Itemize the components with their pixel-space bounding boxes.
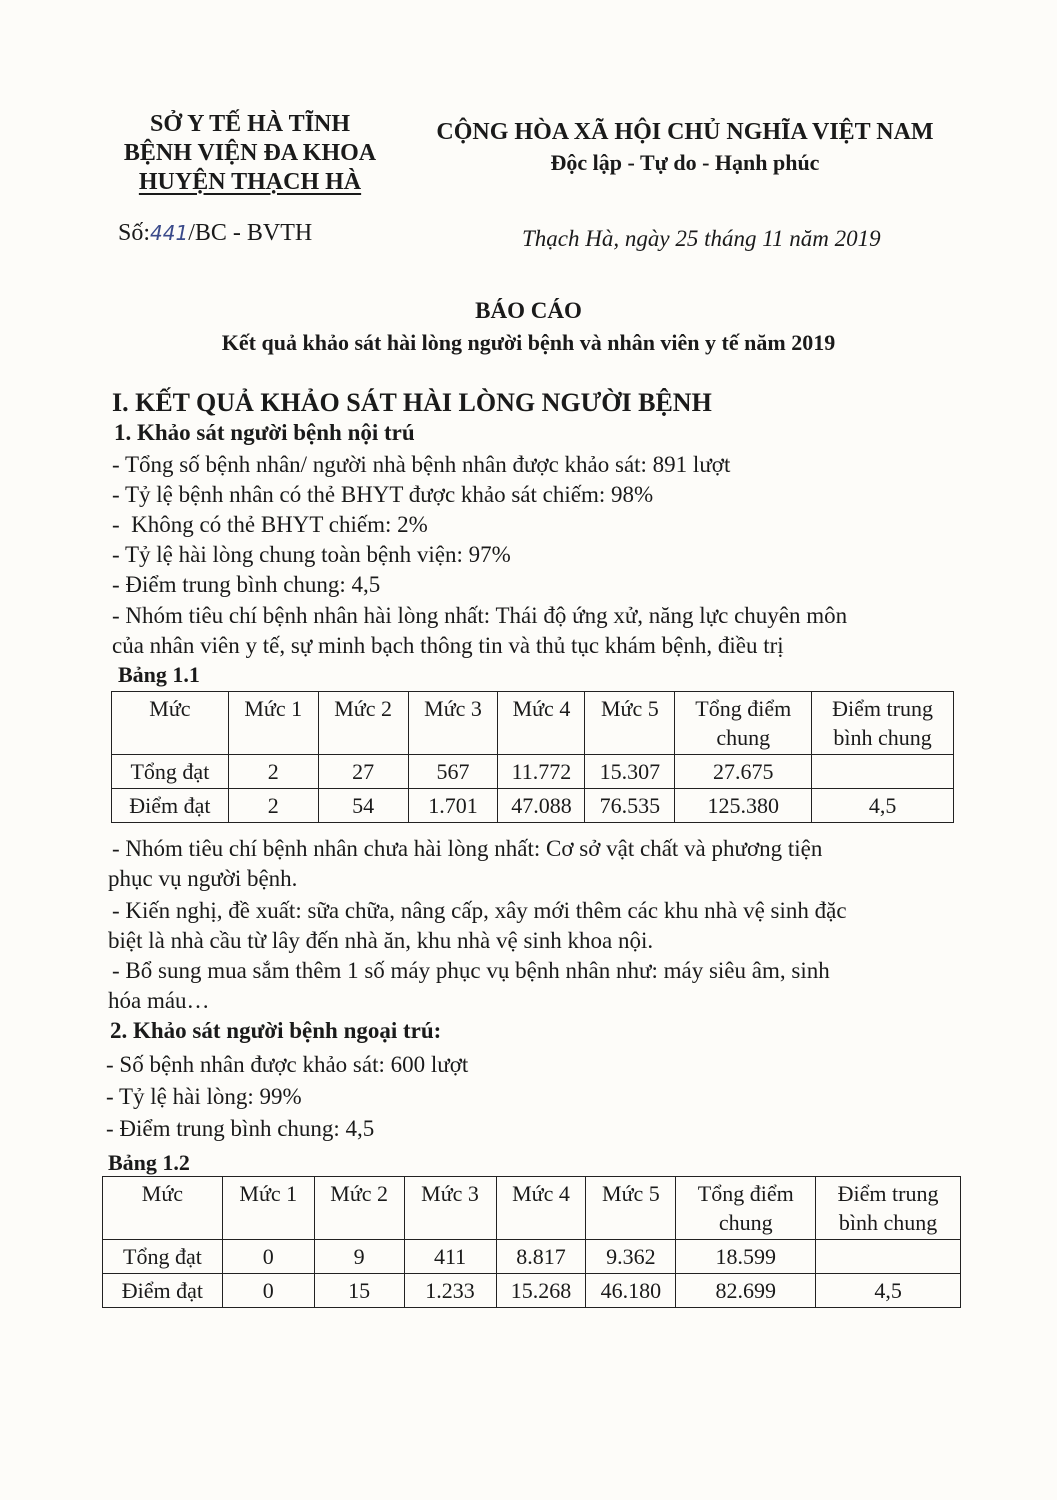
inpatient-table [111,691,954,823]
outpatient-line: - Tỷ lệ hài lòng: 99% [106,1084,302,1109]
national-motto: Độc lập - Tự do - Hạnh phúc [550,150,820,175]
table-cell: 15 [314,1274,404,1308]
header-cell: Mức [103,1177,223,1240]
table-cell: 27.675 [675,755,812,789]
header-cell: Mức 3 [408,692,498,755]
table-cell: 4,5 [812,789,954,823]
national-heading [405,116,965,178]
table-cell: 567 [408,755,498,789]
header-cell: Mức 4 [496,1177,586,1240]
table-cell: 4,5 [816,1274,961,1308]
table-cell: 82.699 [676,1274,816,1308]
header-cell: Mức 5 [586,1177,676,1240]
header-cell: Mức 3 [404,1177,496,1240]
header-cell: Tổng điểm chung [676,1177,816,1240]
inpatient-note: - Kiến nghị, đề xuất: sữa chữa, nâng cấp, xây mới thêm các khu nhà vệ sinh đặc [112,898,847,923]
section-heading: I. KẾT QUẢ KHẢO SÁT HÀI LÒNG NGƯỜI BỆNH [112,388,712,417]
table-cell: 27 [318,755,408,789]
header-cell: Điểm trung bình chung [816,1177,961,1240]
inpatient-line: - Tỷ lệ bệnh nhân có thẻ BHYT được khảo sát chiếm: 98% [112,482,654,507]
table-cell: 8.817 [496,1240,586,1274]
inpatient-heading: 1. Khảo sát người bệnh nội trú [114,420,415,445]
org-line-3: HUYỆN THẠCH HÀ [138,169,362,195]
document-date: Thạch Hà, ngày 25 tháng 11 năm 2019 [522,226,881,251]
table-row [103,1274,961,1308]
table-cell: Điểm đạt [112,789,229,823]
header-cell: Mức 2 [318,692,408,755]
table-header-row [112,692,954,755]
table-header-row [103,1177,961,1240]
report-title: BÁO CÁO [475,298,582,323]
header-cell: Mức 2 [314,1177,404,1240]
table-cell: 411 [404,1240,496,1274]
table-cell: 46.180 [586,1274,676,1308]
table-cell: 1.701 [408,789,498,823]
table-1-2-label: Bảng 1.2 [108,1150,190,1175]
outpatient-line: - Số bệnh nhân được khảo sát: 600 lượt [106,1052,469,1077]
header-cell: Mức 1 [228,692,318,755]
header-cell: Mức 5 [585,692,675,755]
header-cell: Mức 4 [498,692,585,755]
table-cell: 0 [222,1274,314,1308]
table-cell [816,1240,961,1274]
table-cell: Điểm đạt [103,1274,223,1308]
table-cell: 15.307 [585,755,675,789]
inpatient-line: - Điểm trung bình chung: 4,5 [112,572,381,597]
outpatient-table [102,1176,961,1308]
table-cell: 54 [318,789,408,823]
table-row [112,755,954,789]
inpatient-note: phục vụ người bệnh. [108,866,298,891]
header-cell: Điểm trung bình chung [812,692,954,755]
number-suffix: /BC - BVTH [188,220,313,246]
report-subtitle: Kết quả khảo sát hài lòng người bệnh và nhân viên y tế năm 2019 [221,330,836,355]
table-row [112,789,954,823]
inpatient-line: - Tổng số bệnh nhân/ người nhà bệnh nhân được khảo sát: 891 lượt [112,452,731,477]
document-number [118,220,312,247]
table-cell: 1.233 [404,1274,496,1308]
header-cell: Mức 1 [222,1177,314,1240]
table-cell: Tổng đạt [112,755,229,789]
table-cell: 15.268 [496,1274,586,1308]
inpatient-line: - Không có thẻ BHYT chiếm: 2% [112,512,428,537]
handwritten-number: 441 [150,221,189,245]
outpatient-heading: 2. Khảo sát người bệnh ngoại trú: [110,1018,442,1043]
country-name: CỘNG HÒA XÃ HỘI CHỦ NGHĨA VIỆT NAM [436,119,934,145]
inpatient-line: của nhân viên y tế, sự minh bạch thông tin và thủ tục khám bệnh, điều trị [112,633,784,658]
issuing-organization [100,110,400,197]
outpatient-line: - Điểm trung bình chung: 4,5 [106,1116,375,1141]
inpatient-note: - Nhóm tiêu chí bệnh nhân chưa hài lòng nhất: Cơ sở vật chất và phương tiện [112,836,823,861]
header-cell: Mức [112,692,229,755]
header-cell: Tổng điểm chung [675,692,812,755]
table-cell: 9 [314,1240,404,1274]
table-cell: Tổng đạt [103,1240,223,1274]
table-cell: 9.362 [586,1240,676,1274]
inpatient-note: hóa máu… [108,988,210,1013]
org-line-2: BỆNH VIỆN ĐA KHOA [123,140,377,166]
table-cell: 76.535 [585,789,675,823]
table-row [103,1240,961,1274]
table-cell: 47.088 [498,789,585,823]
table-cell: 18.599 [676,1240,816,1274]
table-1-1-label: Bảng 1.1 [118,662,200,687]
table-cell: 2 [228,755,318,789]
table-cell [812,755,954,789]
inpatient-note: - Bổ sung mua sắm thêm 1 số máy phục vụ bệnh nhân như: máy siêu âm, sinh [112,958,830,983]
table-cell: 11.772 [498,755,585,789]
number-prefix: Số: [118,220,151,246]
inpatient-note: biệt là nhà cầu từ lây đến nhà ăn, khu nhà vệ sinh khoa nội. [108,928,654,953]
table-cell: 2 [228,789,318,823]
org-line-1: SỞ Y TẾ HÀ TĨNH [149,111,351,137]
table-cell: 0 [222,1240,314,1274]
inpatient-line: - Nhóm tiêu chí bệnh nhân hài lòng nhất: Thái độ ứng xử, năng lực chuyên môn [112,603,848,628]
inpatient-line: - Tỷ lệ hài lòng chung toàn bệnh viện: 97% [112,542,511,567]
table-cell: 125.380 [675,789,812,823]
